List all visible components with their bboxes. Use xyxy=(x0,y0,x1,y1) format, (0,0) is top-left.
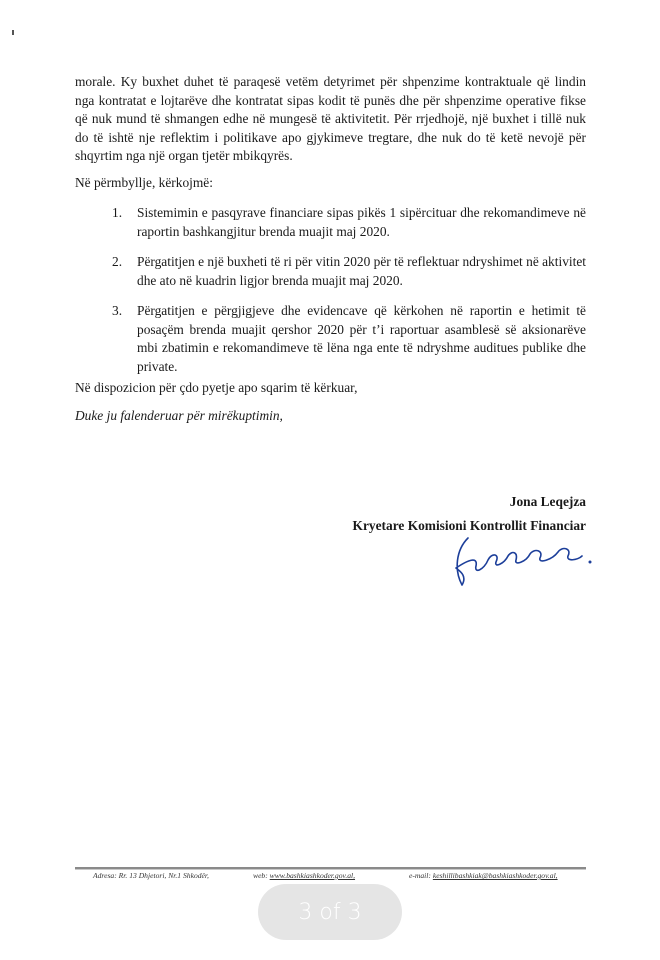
request-item xyxy=(112,302,586,376)
footer-address: Adresa: Rr. 13 Dhjetori, Nr.1 Shkodër, xyxy=(93,871,209,880)
request-number: 2. xyxy=(112,254,123,269)
footer-email xyxy=(409,871,558,881)
footer-web xyxy=(253,871,355,881)
request-text: Sistemimin e pasqyrave financiare sipas pikës 1 sipërcituar dhe rekomandimeve në raportin bashkangjitur brenda muajit maj 2020. xyxy=(137,205,586,239)
footer-email-link[interactable]: keshillibashkiak@bashkiashkoder.gov.al, xyxy=(432,871,558,880)
footer-web-link[interactable]: www.bashkiashkoder.gov.al, xyxy=(269,871,356,880)
request-number: 1. xyxy=(112,205,123,220)
letterhead-footer xyxy=(75,871,586,881)
thanks-line: Duke ju falenderuar për mirëkuptimin, xyxy=(75,408,283,423)
request-item xyxy=(112,204,586,241)
request-text: Përgatitjen e përgjigjeve dhe evidencave që kërkohen në raportin e hetimit të posaçëm brenda muajit qershor 2020 për t’i raportuar asamblesë së aksionarëve mbi zbatimin e rekomandimeve të lëna nga ente të ndryshme auditues publike dhe private. xyxy=(137,303,586,374)
scan-speck xyxy=(12,30,14,35)
closing-line: Në dispozicion për çdo pyetje apo sqarim të kërkuar, xyxy=(75,380,358,395)
footer-divider-secondary xyxy=(75,869,586,870)
page-indicator: 3 of 3 xyxy=(258,884,402,940)
request-text: Përgatitjen e një buxheti të ri për vitin 2020 për të reflektuar ndryshimet në aktivitet dhe ato në kuadrin ligjor brenda muajit maj 2020. xyxy=(137,254,586,288)
footer-email-label: e-mail: xyxy=(409,871,431,880)
signatory-name: Jona Leqejza xyxy=(509,494,586,509)
request-item xyxy=(112,253,586,290)
paragraph-continuation: morale. Ky buxhet duhet të paraqesë vetëm detyrimet për shpenzime kontraktuale që lindin nga kontratat e lojtarëve dhe kontratat sipas kodit të punës dhe për shpenzime operative fikse që nuk mund të shmangen edhe në mungesë të aktivitetit. Për rrjedhojë, një buxhet i tillë nuk do të ishtë nje reflektim i politikave apo gjykimeve tregtare, dhe nuk do të ketë nevojë për shqyrtim nga një organ tjetër mbikqyrës. xyxy=(75,74,586,163)
requests-list xyxy=(112,204,586,388)
requests-intro: Në përmbyllje, kërkojmë: xyxy=(75,175,213,190)
signatory-title: Kryetare Komisioni Kontrollit Financiar xyxy=(352,518,586,533)
footer-web-label: web: xyxy=(253,871,268,880)
request-number: 3. xyxy=(112,303,123,318)
handwritten-signature-icon xyxy=(448,530,598,590)
